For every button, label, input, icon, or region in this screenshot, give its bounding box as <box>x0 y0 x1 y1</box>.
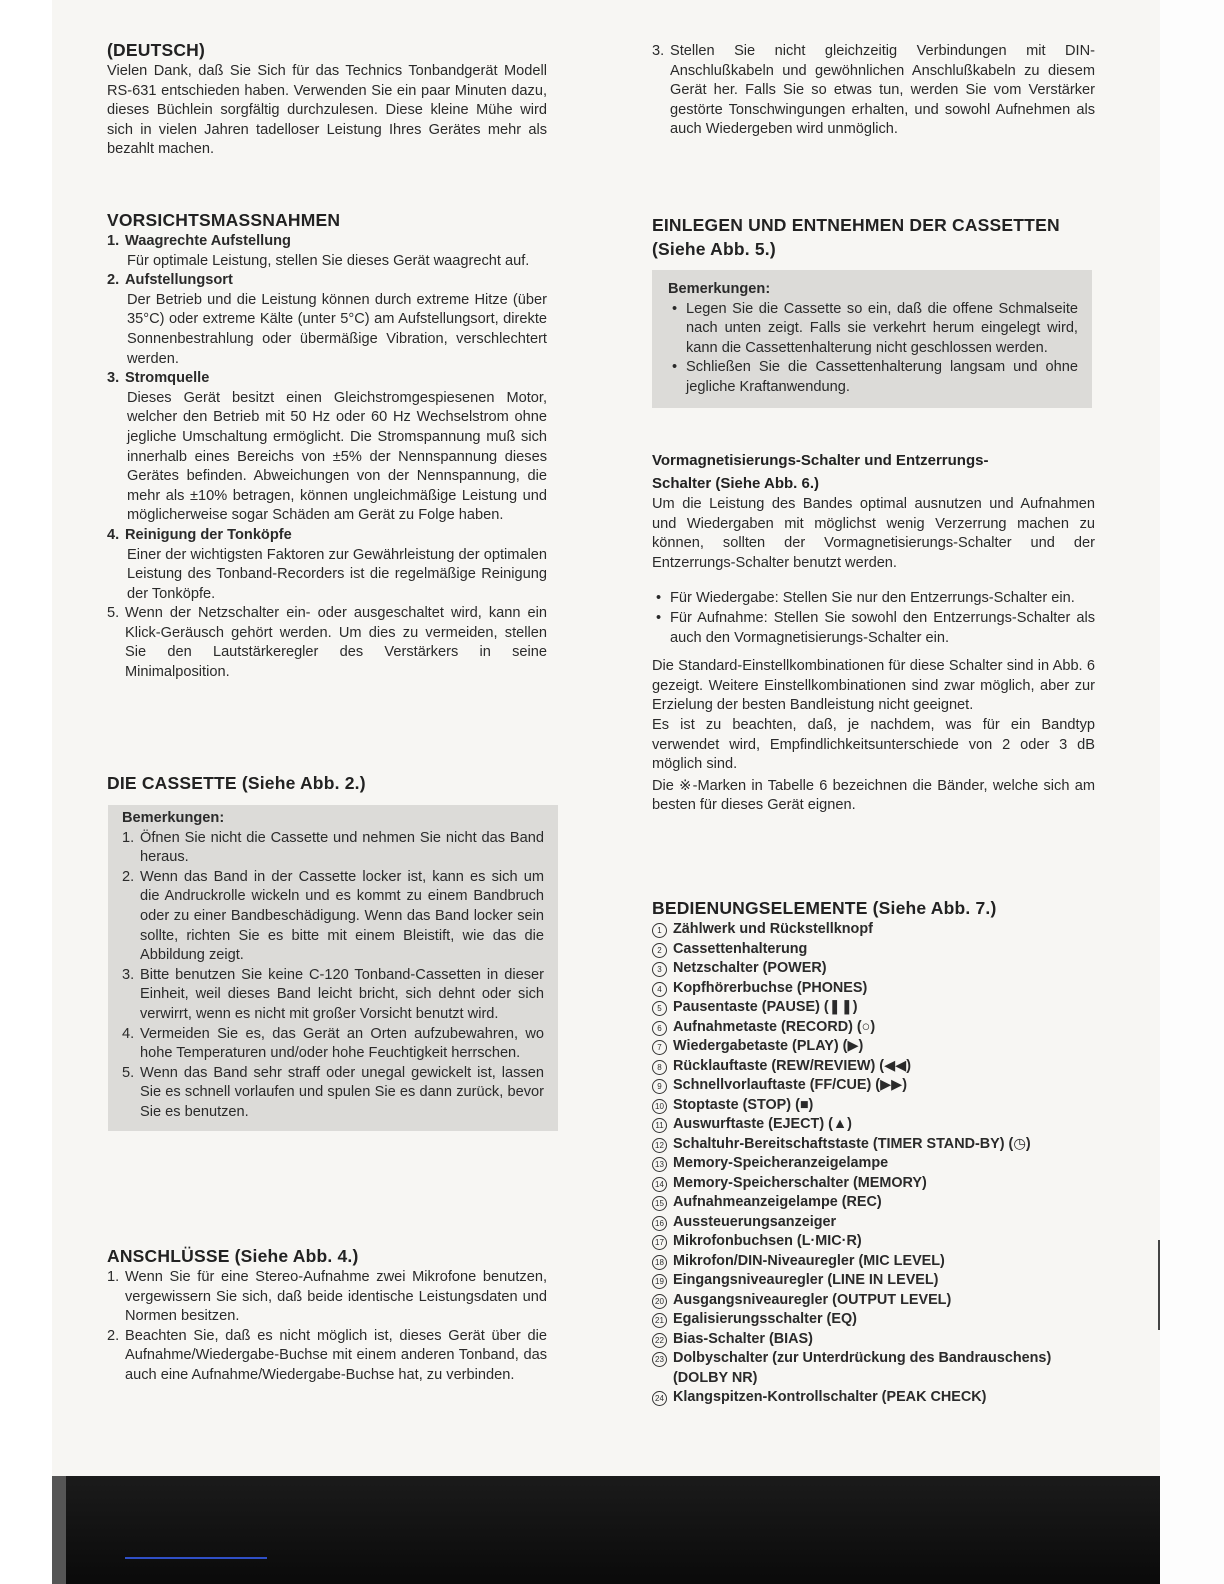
note-number: 5. <box>122 1064 135 1081</box>
number-circle: 22 <box>652 1333 667 1348</box>
control-item <box>652 979 1095 999</box>
control-item <box>652 1388 1095 1408</box>
item-number: 5. <box>107 605 120 622</box>
item-number: 2. <box>107 1327 120 1344</box>
blue-mark <box>125 1557 267 1559</box>
control-label: Bias-Schalter (BIAS) <box>673 1330 813 1347</box>
section-vorsicht <box>107 208 547 683</box>
section-subtitle: Schalter (Siehe Abb. 6.) <box>652 475 819 492</box>
item-text: Stellen Sie nicht gleichzeitig Verbindungen mit DIN-Anschlußkabeln und gewöhnlichen Anschlußkabeln zu diesem Gerät her. Falls Sie so etwas tun, werden Sie vom Verstärker gestörte Tonschwingungen erhalten, und sowohl Aufnehmen als auch Wiedergeben wird unmöglich. <box>670 43 1095 138</box>
number-circle: 4 <box>652 982 667 997</box>
bullet-dot: • <box>656 590 662 607</box>
control-label: Zählwerk und Rückstellknopf <box>673 921 873 937</box>
note-item <box>122 829 544 868</box>
control-item <box>652 1154 1095 1174</box>
item-number: 3. <box>107 370 120 387</box>
control-label: Aufnahmetaste (RECORD) (○) <box>673 1018 876 1035</box>
control-item <box>652 1057 1095 1077</box>
control-label: Mikrofon/DIN-Niveauregler (MIC LEVEL) <box>673 1252 945 1269</box>
paragraph: Um die Leistung des Bandes optimal ausnutzen und Aufnahmen und Wiedergaben mit möglichst wenig Verzerrung machen zu können, sollten der Vormagnetisierungs-Schalter und der Entzerrungs-Schalter benutzt werden. <box>652 496 1095 571</box>
control-label: Memory-Speicheranzeigelampe <box>673 1155 889 1171</box>
number-circle: 15 <box>652 1196 667 1211</box>
note-item <box>122 966 544 1025</box>
item-title: Aufstellungsort <box>125 272 233 289</box>
control-item <box>652 1252 1095 1272</box>
connection-item <box>107 1268 547 1327</box>
section-anschluesse-continued <box>652 42 1095 140</box>
note-text: Wenn das Band sehr straff oder unegal gewickelt ist, lassen Sie es schnell vorlaufen und spulen Sie es dann zurück, bevor Sie es benutzen. <box>140 1064 544 1120</box>
switch-bullet <box>652 609 1095 648</box>
notes-title: Bemerkungen: <box>122 810 225 826</box>
controls-list <box>652 920 1095 1408</box>
control-item <box>652 1291 1095 1311</box>
control-label: Ausgangsniveauregler (OUTPUT LEVEL) <box>673 1291 952 1308</box>
bullet-dot: • <box>672 300 678 317</box>
number-circle: 19 <box>652 1274 667 1289</box>
control-item <box>652 1349 1095 1388</box>
control-item <box>652 1037 1095 1057</box>
note-bullet <box>668 300 1078 359</box>
paragraph: Die ※-Marken in Tabelle 6 bezeichnen die Bänder, welche sich am besten für dieses Gerät eignen. <box>652 777 1095 814</box>
item-text: Wenn Sie für eine Stereo-Aufnahme zwei Mikrofone benutzen, vergewissern Sie sich, daß beide identische Leistungsdaten und Normen besitzen. <box>125 1269 547 1325</box>
connection-item <box>652 42 1095 140</box>
control-label: Eingangsniveauregler (LINE IN LEVEL) <box>673 1272 939 1288</box>
switch-bullet <box>652 589 1095 609</box>
item-text: Dieses Gerät besitzt einen Gleichstromgespiesenen Motor, welcher den Betrieb mit 50 Hz oder 60 Hz Wechselstrom ohne jegliche Umschaltung ermöglicht. Die Stromspannung muß sich innerhalb eines Bereichs von ±5% der Nennspannung dieses Gerätes befinden. Abweichungen von der Nennspannung, die mehr als ±10% betragen, können ungleichmäßige Leistung und möglicherweise sogar Schäden am Gerät zu Folge haben. <box>127 389 547 524</box>
control-item <box>652 1076 1095 1096</box>
scan-shadow-edge <box>52 1476 66 1584</box>
item-text: Für optimale Leistung, stellen Sie dieses Gerät waagrecht auf. <box>127 252 530 269</box>
note-number: 4. <box>122 1025 135 1042</box>
number-circle: 21 <box>652 1313 667 1328</box>
control-label: Aufnahmeanzeigelampe (REC) <box>673 1194 882 1210</box>
control-label: Stoptaste (STOP) (■) <box>673 1096 814 1113</box>
note-text: Legen Sie die Cassette so ein, daß die offene Schmalseite nach unten zeigt. Falls sie verkehrt herum eingelegt wird, kann die Cassettenhalterung nicht geschlossen werden. <box>686 300 1078 356</box>
control-item <box>652 1018 1095 1038</box>
item-number: 3. <box>652 43 665 59</box>
note-item <box>122 1064 544 1123</box>
control-label: Mikrofonbuchsen (L·MIC·R) <box>673 1233 862 1249</box>
section-title: EINLEGEN UND ENTNEHMEN DER CASSETTEN <box>652 215 1060 235</box>
connection-item <box>107 1327 547 1386</box>
section-title: Vormagnetisierungs-Schalter und Entzerrungs- <box>652 452 989 469</box>
control-label: Schnellvorlauftaste (FF/CUE) (▶▶) <box>673 1077 908 1093</box>
notes-title: Bemerkungen: <box>668 281 771 297</box>
bullet-dot: • <box>656 609 662 626</box>
number-circle: 17 <box>652 1235 667 1250</box>
number-circle: 6 <box>652 1021 667 1036</box>
notes-box <box>108 805 558 1131</box>
section-subtitle: (Siehe Abb. 5.) <box>652 239 776 259</box>
note-number: 2. <box>122 868 135 885</box>
section-title: DIE CASSETTE (Siehe Abb. 2.) <box>107 773 366 793</box>
control-label: Aussteuerungsanzeiger <box>673 1213 837 1230</box>
item-text: Beachten Sie, daß es nicht möglich ist, dieses Gerät über die Aufnahme/Wiedergabe-Buchse mit einem anderen Tonband, das auch eine Aufnahme/Wiedergabe-Buchse hat, zu verbinden. <box>125 1327 547 1383</box>
number-circle: 23 <box>652 1352 667 1367</box>
precaution-item <box>107 271 547 291</box>
control-label: Rücklauftaste (REW/REVIEW) (◀◀) <box>673 1057 912 1074</box>
item-text: Wenn der Netzschalter ein- oder ausgeschaltet wird, kann ein Klick-Geräusch gehört werden. Um dies zu vermeiden, stellen Sie den Lautstärkeregler des Verstärkers in seine Minimalposition. <box>125 605 547 681</box>
control-label: Klangspitzen-Kontrollschalter (PEAK CHECK) <box>673 1389 987 1405</box>
number-circle: 3 <box>652 962 667 977</box>
item-number: 2. <box>107 272 120 289</box>
number-circle: 8 <box>652 1060 667 1075</box>
control-item <box>652 920 1095 940</box>
section-bedienung <box>652 896 1095 1408</box>
control-item <box>652 1096 1095 1116</box>
section-title: ANSCHLÜSSE (Siehe Abb. 4.) <box>107 1246 359 1266</box>
note-text: Vermeiden Sie es, das Gerät an Orten aufzubewahren, wo hohe Temperaturen und/oder hohe Feuchtigkeit herrschen. <box>140 1025 544 1062</box>
control-label: Cassettenhalterung <box>673 940 808 957</box>
control-item <box>652 998 1095 1018</box>
precaution-item <box>107 526 547 546</box>
control-item <box>652 1115 1095 1135</box>
page-margin <box>1160 0 1224 1584</box>
item-number: 1. <box>107 1269 120 1285</box>
intro-paragraph: Vielen Dank, daß Sie Sich für das Technics Tonbandgerät Modell RS-631 entschieden haben. Verwenden Sie ein paar Minuten dazu, dieses Büchlein sorgfältig durchzulesen. Diese kleine Mühe wird sich in vielen Jahren tadelloser Leistung Ihres Gerätes mehr als bezahlt machen. <box>107 63 547 158</box>
item-number: 1. <box>107 233 120 249</box>
number-circle: 24 <box>652 1391 667 1406</box>
item-text: Einer der wichtigsten Faktoren zur Gewährleistung der optimalen Leistung des Tonband-Recorders ist die regelmäßige Reinigung der Tonköpfe. <box>127 546 547 602</box>
number-circle: 1 <box>652 923 667 938</box>
control-item <box>652 1310 1095 1330</box>
control-label: Auswurftaste (EJECT) (▲) <box>673 1116 852 1132</box>
control-item <box>652 959 1095 979</box>
control-label: Egalisierungsschalter (EQ) <box>673 1311 857 1327</box>
edge-mark <box>1158 1240 1160 1330</box>
number-circle: 2 <box>652 943 667 958</box>
control-label: Dolbyschalter (zur Unterdrückung des Bandrauschens) (DOLBY NR) <box>673 1350 1052 1386</box>
section-title: VORSICHTSMASSNAHMEN <box>107 210 341 230</box>
bullet-dot: • <box>672 359 678 376</box>
paragraph: Es ist zu beachten, daß, je nachdem, was für ein Bandtyp verwendet wird, Empfindlichkeitsunterschiede von 2 oder 3 dB möglich sind. <box>652 716 1095 773</box>
note-bullet <box>668 358 1078 397</box>
precaution-item <box>107 369 547 389</box>
item-title: Waagrechte Aufstellung <box>125 233 291 249</box>
control-item <box>652 1174 1095 1194</box>
item-number: 4. <box>107 526 120 543</box>
note-text: Wenn das Band in der Cassette locker ist, kann es sich um die Andruckrolle wickeln und es kommt zu einem Bandbruch oder zu einer Bandbeschädigung. Wenn das Band locker sein sollte, richten Sie es bitte mit einem Bleistift, wie das die Abbildung zeigt. <box>140 868 544 964</box>
section-einlegen <box>652 213 1095 408</box>
control-label: Netzschalter (POWER) <box>673 960 827 976</box>
note-item <box>122 1025 544 1064</box>
precaution-item <box>107 604 547 682</box>
number-circle: 10 <box>652 1099 667 1114</box>
note-number: 3. <box>122 966 135 983</box>
bullet-text: Für Wiedergabe: Stellen Sie nur den Entzerrungs-Schalter ein. <box>670 590 1075 607</box>
paragraph: Die Standard-Einstellkombinationen für diese Schalter sind in Abb. 6 gezeigt. Weitere Einstellkombinationen sind zwar möglich, aber zur Erzielung der besten Bandleistung nicht geeignet. <box>652 658 1095 714</box>
number-circle: 14 <box>652 1177 667 1192</box>
control-item <box>652 940 1095 960</box>
control-item <box>652 1135 1095 1155</box>
section-anschluesse <box>107 1244 547 1386</box>
notes-box <box>652 270 1092 408</box>
section-vormagnetisierung <box>652 449 1095 816</box>
scan-shadow <box>52 1476 1160 1584</box>
number-circle: 12 <box>652 1138 667 1153</box>
control-label: Kopfhörerbuchse (PHONES) <box>673 979 868 996</box>
control-item <box>652 1330 1095 1350</box>
section-cassette <box>107 771 547 1131</box>
bullet-text: Für Aufnahme: Stellen Sie sowohl den Entzerrungs-Schalter als auch den Vormagnetisierungs-Schalter ein. <box>670 609 1095 646</box>
precaution-item <box>107 232 547 252</box>
number-circle: 9 <box>652 1079 667 1094</box>
section-title: BEDIENUNGSELEMENTE (Siehe Abb. 7.) <box>652 898 997 918</box>
control-item <box>652 1213 1095 1233</box>
note-item <box>122 868 544 966</box>
number-circle: 20 <box>652 1294 667 1309</box>
control-item <box>652 1193 1095 1213</box>
item-text: Der Betrieb und die Leistung können durch extreme Hitze (über 35°C) oder extreme Kälte (unter 5°C) am Aufstellungsort, direkte Sonnenbestrahlung oder übermäßige Vibration, verschlechtert werden. <box>127 291 547 367</box>
section-title: (DEUTSCH) <box>107 40 206 60</box>
number-circle: 11 <box>652 1118 667 1133</box>
control-item <box>652 1271 1095 1291</box>
note-number: 1. <box>122 829 135 846</box>
number-circle: 7 <box>652 1040 667 1055</box>
control-label: Pausentaste (PAUSE) (❚❚) <box>673 999 858 1015</box>
number-circle: 13 <box>652 1157 667 1172</box>
number-circle: 16 <box>652 1216 667 1231</box>
control-label: Memory-Speicherschalter (MEMORY) <box>673 1174 927 1191</box>
number-circle: 5 <box>652 1001 667 1016</box>
item-title: Stromquelle <box>125 370 210 387</box>
item-title: Reinigung der Tonköpfe <box>125 526 292 543</box>
control-label: Schaltuhr-Bereitschaftstaste (TIMER STAND-BY) (◷) <box>673 1135 1031 1152</box>
note-text: Schließen Sie die Cassettenhalterung langsam und ohne jegliche Kraftanwendung. <box>686 359 1078 395</box>
note-text: Öfnen Sie nicht die Cassette und nehmen Sie nicht das Band heraus. <box>140 829 544 866</box>
number-circle: 18 <box>652 1255 667 1270</box>
note-text: Bitte benutzen Sie keine C-120 Tonband-Cassetten in dieser Einheit, weil dieses Band leicht bricht, sich dehnt oder sich verwirrt, wenn es nicht mit großer Vorsicht benutzt wird. <box>140 966 544 1022</box>
control-label: Wiedergabetaste (PLAY) (▶) <box>673 1038 864 1054</box>
section-deutsch <box>107 38 547 160</box>
control-item <box>652 1232 1095 1252</box>
